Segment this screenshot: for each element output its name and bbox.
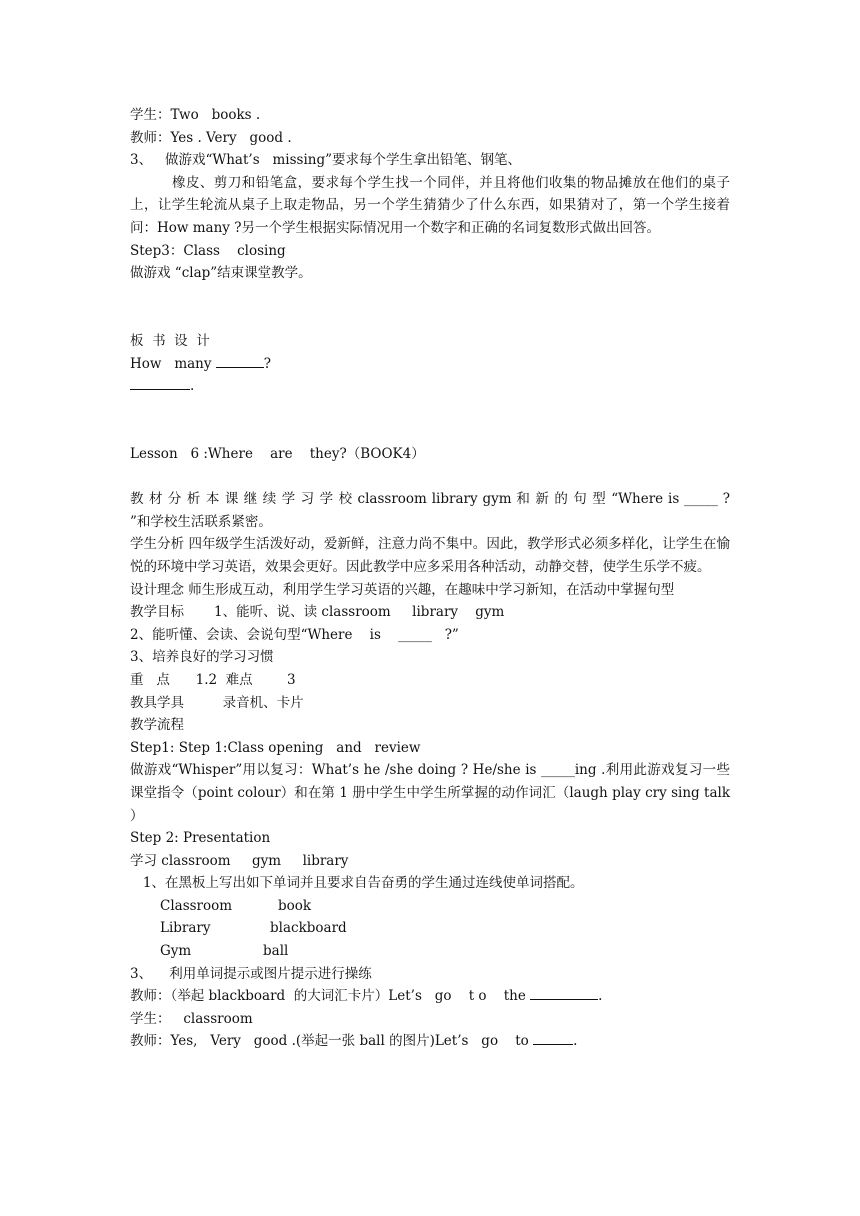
game-heading: 3、 做游戏“What’s missing”要求每个学生拿出铅笔、钢笔、 bbox=[130, 152, 522, 169]
step1-heading: Step1: Step 1:Class opening and review bbox=[130, 739, 421, 756]
key-points: 重 点 1.2 难点 3 bbox=[130, 671, 296, 688]
word-pair-row: Classroom book bbox=[160, 897, 312, 914]
board-line-2: . bbox=[130, 375, 730, 398]
game-description: 橡皮、剪刀和铅笔盒，要求每个学生找一个同伴，并且将他们收集的物品摊放在他们的桌子上，让学生轮流从桌子上取走物品，另一个学生猜猜少了什么东西，如果猜对了，第一个学生接着问：How many ?另一个学生根据实际情况用一个数字和正确的名词复数形式做出回答。 bbox=[130, 174, 730, 236]
word-pair-row: Gym ball bbox=[160, 943, 289, 960]
teaching-tools: 教具学具 录音机、卡片 bbox=[130, 694, 304, 711]
board-title: 板 书 设 计 bbox=[130, 333, 210, 349]
teaching-flow-heading: 教学流程 bbox=[130, 717, 184, 734]
blackboard-instruction: 1、在黑板上写出如下单词并且要求自告奋勇的学生通过连线使单词搭配。 bbox=[130, 875, 584, 892]
board-design bbox=[130, 330, 730, 398]
dialogue-line-teacher: 教师：Yes . Very good . bbox=[130, 129, 292, 146]
blank-line bbox=[533, 1030, 573, 1045]
clap-game-line: 做游戏 “clap”结束课堂教学。 bbox=[130, 265, 312, 282]
teaching-goal-3: 3、培养良好的学习习惯 bbox=[130, 649, 274, 666]
word-pairs bbox=[130, 895, 730, 963]
teaching-goal-1: 教学目标 1、能听、说、读 classroom library gym bbox=[130, 604, 505, 621]
blank-line bbox=[530, 985, 598, 1000]
board-line-1: How many ? bbox=[130, 353, 730, 376]
teacher-line-1: 教师：（举起 blackboard 的大词汇卡片）Let’s go t o the . bbox=[130, 985, 730, 1008]
dialogue-line-student: 学生：Two books . bbox=[130, 107, 261, 123]
section-game-review bbox=[130, 104, 730, 285]
step2-heading: Step 2: Presentation bbox=[130, 830, 271, 847]
lesson-title: Lesson 6 :Where are they?（BOOK4） bbox=[130, 446, 425, 462]
practice-heading: 3、 利用单词提示或图片提示进行操练 bbox=[130, 965, 372, 982]
step3-heading: Step3：Class closing bbox=[130, 242, 286, 259]
blank-line bbox=[216, 353, 264, 368]
blank-line bbox=[130, 375, 190, 390]
design-concept: 设计理念 师生形成互动，利用学生学习英语的兴趣，在趣味中学习新知，在活动中掌握句型 bbox=[130, 581, 675, 598]
word-pair-row: Library blackboard bbox=[160, 920, 347, 937]
lesson-plan bbox=[130, 443, 730, 1053]
teacher-line-2: 教师：Yes, Very good .(举起一张 ball 的图片)Let’s go to . bbox=[130, 1030, 730, 1053]
whisper-game: 做游戏“Whisper”用以复习：What’s he /she doing ? He/she is _____ing .利用此游戏复习一些课堂指令（point colour）和在第 1 册中学生中学生所掌握的动作词汇（laugh play cry sing talk ） bbox=[130, 762, 730, 824]
material-analysis: 教 材 分 析 本 课 继 续 学 习 学 校 classroom library gym 和 新 的 句 型 “Where is _____ ? ”和学校生活联系紧密。 bbox=[130, 491, 730, 530]
student-line: 学生： classroom bbox=[130, 1010, 253, 1027]
learn-words: 学习 classroom gym library bbox=[130, 852, 349, 869]
student-analysis: 学生分析 四年级学生活泼好动，爱新鲜，注意力尚不集中。因此，教学形式必须多样化，让学生在愉悦的环境中学习英语，效果会更好。因此教学中应多采用各种活动，动静交替，使学生乐学不疲。 bbox=[130, 536, 730, 575]
teaching-goal-2: 2、能听懂、会读、会说句型“Where is _____ ?” bbox=[130, 626, 459, 643]
